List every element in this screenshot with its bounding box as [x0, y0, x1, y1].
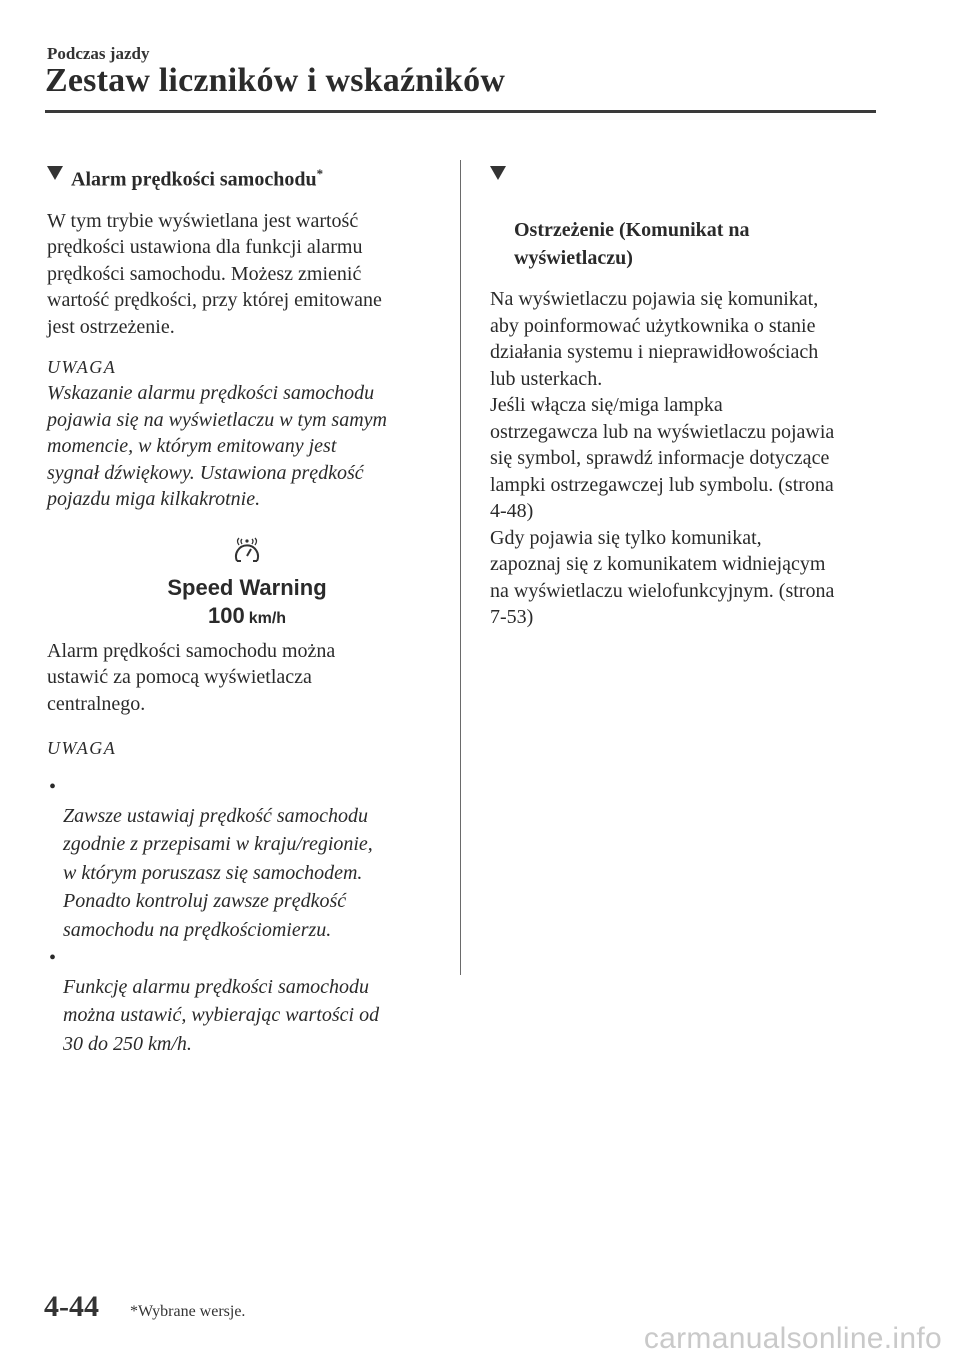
page-title: Zestaw liczników i wskaźników: [45, 62, 506, 99]
watermark: carmanualsonline.info: [643, 1322, 942, 1355]
speed-warning-unit: km/h: [248, 609, 287, 627]
list-item: [47, 773, 447, 944]
list-item-text: Zawsze ustawiaj prędkość samochodu zgodnie z przepisami w kraju/regionie, w którym poruszasz się samochodem. Ponadto kontroluj zawsze prędkość samochodu na prędkościomierzu.: [63, 804, 373, 941]
note-text: Wskazanie alarmu prędkości samochodu pojawia się na wyświetlaczu w tym samym momencie, w którym emitowany jest sygnał dźwiękowy. Ustawiona prędkość pojazdu miga kilkakrotnie.: [47, 382, 387, 511]
section-heading-warning-message: [490, 160, 890, 272]
heading-text: Alarm prędkości samochodu: [71, 168, 317, 191]
note-bullet-list: [47, 773, 447, 1058]
after-display-paragraph: Alarm prędkości samochodu można ustawić za pomocą wyświetlacza centralnego.: [47, 639, 336, 715]
bullet-dot: •: [49, 947, 57, 970]
section-heading-speed-alarm: [47, 160, 447, 194]
left-column: [47, 160, 447, 1058]
triangle-bullet-icon: [47, 166, 63, 180]
column-divider: [460, 160, 461, 975]
chapter-label: Podczas jazdy: [47, 44, 150, 63]
heading-text: Ostrzeżenie (Komunikat na wyświetlaczu): [514, 219, 750, 269]
speed-warning-icon: [229, 537, 265, 567]
warning-message-paragraph: Na wyświetlaczu pojawia się komunikat, aby poinformować użytkownika o stanie działania systemu i nieprawidłowościach lub usterkach. Jeśli włącza się/miga lampka ostrzegawcza lub na wyświetlaczu pojawia się symbol, sprawdź informacje dotyczące lampki ostrzegawczej lub symbolu. (strona 4-48) Gdy pojawia się tylko komunikat, zapoznaj się z komunikatem widniejącym na wyświetlaczu wielofunkcyjnym. (strona 7-53): [490, 288, 835, 628]
speed-warning-display: [47, 537, 447, 632]
note-label-2: UWAGA: [47, 738, 117, 759]
optional-marker: *: [316, 166, 324, 181]
list-item-text: Funkcję alarmu prędkości samochodu można ustawić, wybierając wartości od 30 do 250 km/h.: [63, 975, 380, 1055]
page-number: 4-44: [44, 1290, 99, 1323]
list-item: [47, 944, 447, 1058]
speed-warning-value-row: [47, 603, 447, 632]
bullet-dot: •: [49, 776, 57, 799]
footnote: *Wybrane wersje.: [130, 1303, 246, 1320]
triangle-bullet-icon: [490, 166, 506, 180]
right-column: [490, 160, 890, 631]
speed-warning-value: 100: [207, 602, 245, 628]
note-label: UWAGA: [47, 357, 117, 378]
title-rule: [45, 110, 876, 113]
speed-warning-title: Speed Warning: [167, 574, 327, 600]
intro-paragraph: W tym trybie wyświetlana jest wartość prędkości ustawiona dla funkcji alarmu prędkości samochodu. Możesz zmienić wartość prędkości, przy której emitowane jest ostrzeżenie.: [47, 209, 382, 338]
